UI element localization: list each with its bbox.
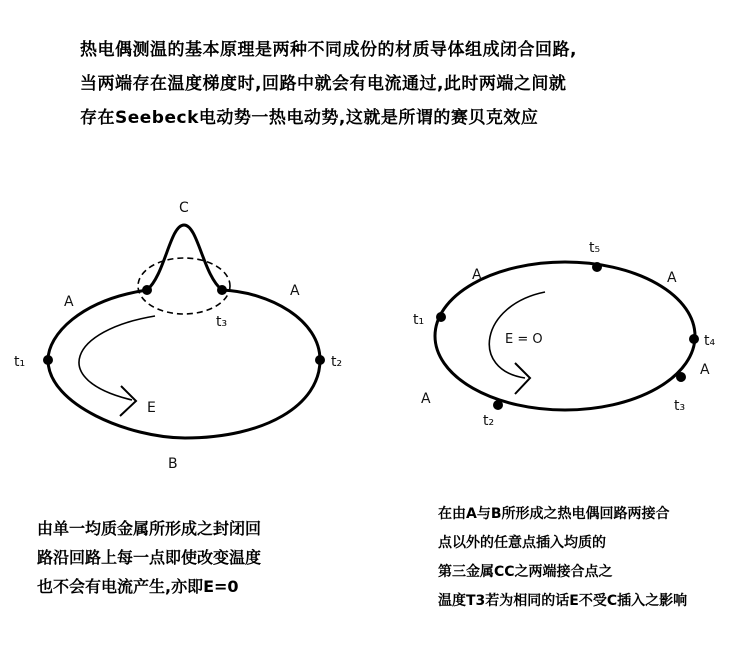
left-loop-outer-path bbox=[48, 290, 320, 438]
right-caption-line-2: 点以外的任意点插入均质的 bbox=[438, 535, 606, 551]
right-label-a-bottom-left: A bbox=[421, 391, 431, 407]
left-current-arrow bbox=[79, 316, 155, 400]
right-label-a-top-left: A bbox=[472, 267, 482, 283]
metal-c-peak bbox=[147, 225, 222, 290]
right-caption-line-3: 第三金属CC之两端接合点之 bbox=[438, 564, 613, 580]
left-dot-t1 bbox=[43, 355, 53, 365]
left-label-t3: t₃ bbox=[216, 314, 228, 330]
right-dot-t3 bbox=[676, 372, 686, 382]
right-arrow-head-icon bbox=[515, 363, 530, 394]
right-caption bbox=[438, 500, 687, 616]
right-dot-t5 bbox=[592, 262, 602, 272]
right-dot-t4 bbox=[689, 334, 699, 344]
right-loop-ellipse bbox=[435, 262, 695, 410]
left-label-t1: t₁ bbox=[14, 354, 26, 370]
left-junction-dot-a bbox=[142, 285, 152, 295]
left-caption bbox=[37, 514, 261, 601]
left-dot-t2 bbox=[315, 355, 325, 365]
right-label-t5: t₅ bbox=[589, 240, 601, 256]
intro-line-3: 存在Seebeck电动势一热电动势,这就是所谓的赛贝克效应 bbox=[80, 108, 539, 128]
left-label-b: B bbox=[168, 456, 178, 472]
right-diagram bbox=[413, 240, 715, 429]
right-label-a-right: A bbox=[700, 362, 710, 378]
left-label-t2: t₂ bbox=[331, 354, 343, 370]
left-junction-dot-b bbox=[217, 285, 227, 295]
left-label-a-right: A bbox=[290, 283, 300, 299]
intro-line-2: 当两端存在温度梯度时,回路中就会有电流通过,此时两端之间就 bbox=[80, 74, 567, 94]
right-label-e: E = O bbox=[505, 332, 543, 347]
left-caption-line-2: 路沿回路上每一点即使改变温度 bbox=[37, 548, 262, 567]
right-label-t1: t₁ bbox=[413, 312, 425, 328]
left-caption-line-3: 也不会有电流产生,亦即E=0 bbox=[37, 577, 239, 596]
right-label-a-top-right: A bbox=[667, 270, 677, 286]
right-label-t3: t₃ bbox=[674, 398, 686, 414]
left-label-e: E bbox=[147, 400, 156, 416]
right-caption-line-4: 温度T3若为相同的话E不受C插入之影响 bbox=[438, 593, 688, 609]
right-dot-t2 bbox=[493, 400, 503, 410]
left-caption-line-1: 由单一均质金属所形成之封闭回 bbox=[37, 519, 262, 538]
right-dot-t1 bbox=[436, 312, 446, 322]
intro-line-1: 热电偶测温的基本原理是两种不同成份的材质导体组成闭合回路, bbox=[80, 40, 577, 60]
right-label-t2: t₂ bbox=[483, 413, 495, 429]
right-label-t4: t₄ bbox=[704, 333, 716, 349]
left-diagram bbox=[14, 200, 342, 472]
left-arrow-head-icon bbox=[120, 386, 136, 416]
left-label-c: C bbox=[179, 200, 189, 216]
right-caption-line-1: 在由A与B所形成之热电偶回路两接合 bbox=[438, 506, 670, 522]
left-label-a-left: A bbox=[64, 294, 74, 310]
